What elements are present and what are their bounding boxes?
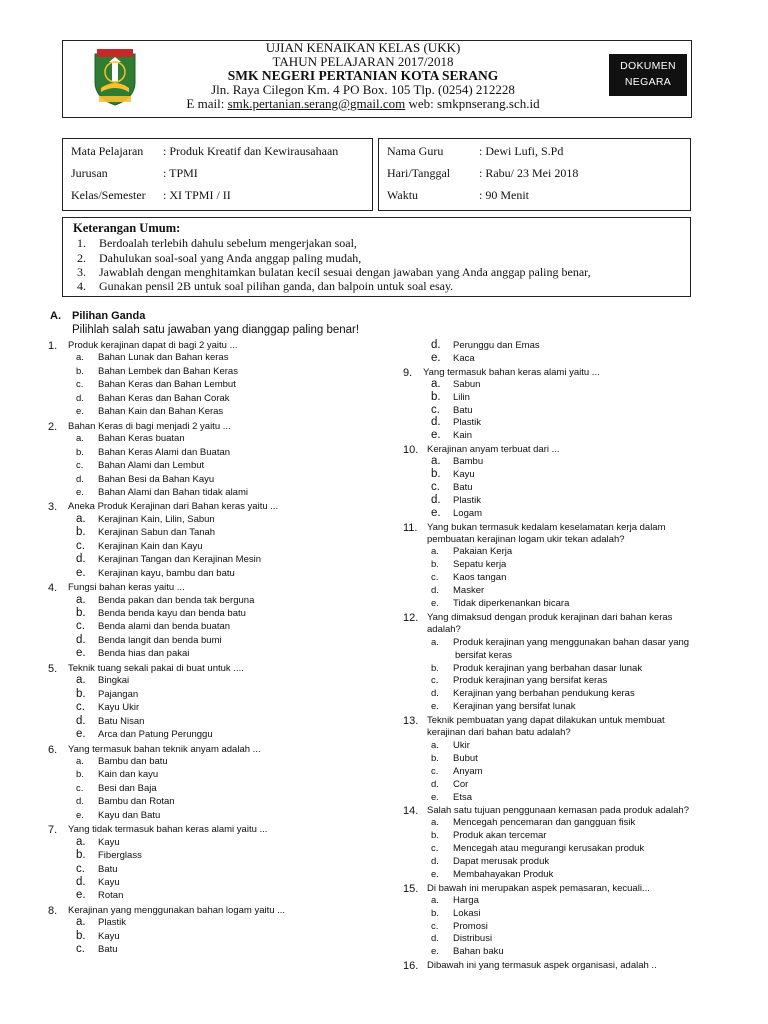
option-text: Bahan Keras dan Bahan Lembut bbox=[98, 379, 236, 391]
note-item bbox=[77, 279, 453, 294]
option-text: Batu bbox=[98, 944, 118, 956]
question-number: 13. bbox=[403, 715, 419, 728]
option-text: Sabun bbox=[453, 378, 481, 390]
question-number: 7. bbox=[48, 824, 58, 837]
option-text: Bahan Keras buatan bbox=[98, 433, 185, 445]
option-text: Benda pakan dan benda tak berguna bbox=[98, 594, 255, 606]
option-letter: a. bbox=[76, 512, 86, 525]
option-text: Fiberglass bbox=[98, 850, 142, 862]
option-letter: e. bbox=[431, 429, 441, 442]
question-text: Yang dimaksud dengan produk kerajinan dari bahan keras bbox=[427, 611, 673, 623]
option-letter: d. bbox=[431, 688, 439, 700]
option-letter: d. bbox=[76, 796, 84, 808]
option-text: Produk kerajinan yang berbahan dasar lunak bbox=[453, 662, 643, 674]
option-text: Ukir bbox=[453, 739, 470, 751]
option-letter: b. bbox=[431, 752, 439, 764]
option-letter: c. bbox=[76, 782, 84, 794]
general-notes-box bbox=[62, 217, 691, 297]
option-text: Kerajinan Sabun dan Tanah bbox=[98, 527, 216, 539]
option-letter: a. bbox=[76, 433, 84, 445]
info-label: Hari/Tanggal bbox=[387, 166, 451, 180]
option-letter: e. bbox=[76, 728, 86, 741]
option-letter: e. bbox=[76, 809, 84, 821]
option-letter: a. bbox=[76, 916, 86, 929]
option-letter: b. bbox=[431, 830, 439, 842]
option-text: Batu bbox=[98, 863, 118, 875]
option-text: Membahayakan Produk bbox=[453, 868, 554, 880]
option-letter: b. bbox=[76, 929, 86, 942]
note-number: 1. bbox=[77, 236, 86, 250]
option-text: Produk akan tercemar bbox=[453, 830, 547, 842]
option-text: Distribusi bbox=[453, 933, 493, 945]
info-value: : Produk Kreatif dan Kewirausahaan bbox=[163, 144, 339, 158]
option-letter: c. bbox=[431, 765, 439, 777]
question-text: Yang termasuk bahan keras alami yaitu ... bbox=[423, 366, 600, 378]
option-letter: b. bbox=[76, 446, 84, 458]
note-text: Berdoalah terlebih dahulu sebelum mengerjakan soal, bbox=[99, 236, 357, 250]
option-letter: c. bbox=[431, 480, 440, 493]
option-letter: c. bbox=[76, 701, 85, 714]
option-letter: a. bbox=[431, 739, 439, 751]
option-letter: d. bbox=[76, 714, 86, 727]
option-text: Pakaian Kerja bbox=[453, 546, 513, 558]
option-letter: a. bbox=[76, 674, 86, 687]
option-letter: d. bbox=[76, 553, 86, 566]
option-text: Bahan baku bbox=[453, 946, 504, 958]
option-letter: c. bbox=[431, 843, 439, 855]
option-letter: a. bbox=[431, 636, 439, 648]
email-link[interactable]: smk.pertanian.serang@gmail.com bbox=[227, 96, 406, 111]
option-text: Benda hias dan pakai bbox=[98, 648, 190, 660]
question-number: 4. bbox=[48, 582, 58, 595]
note-text: Gunakan pensil 2B untuk soal pilihan ganda, dan balpoin untuk soal esay. bbox=[99, 279, 454, 293]
questions-right-column bbox=[403, 340, 733, 980]
option-text: Bahan Keras dan Bahan Corak bbox=[98, 392, 230, 404]
option-text: Arca dan Patung Perunggu bbox=[98, 729, 213, 741]
badge-line-1: DOKUMEN bbox=[620, 60, 676, 72]
question-text: Produk kerajinan dapat di bagi 2 yaitu ... bbox=[68, 340, 238, 351]
state-document-badge bbox=[609, 54, 687, 96]
info-label: Nama Guru bbox=[387, 144, 444, 158]
option-text: Kayu bbox=[98, 836, 120, 848]
option-text: Kayu bbox=[98, 877, 120, 888]
teacher-info-box bbox=[378, 138, 691, 211]
option-text: Perunggu dan Emas bbox=[453, 340, 540, 351]
option-text: Besi dan Baja bbox=[98, 782, 157, 794]
school-name: SMK NEGERI PERTANIAN KOTA SERANG bbox=[227, 68, 499, 83]
option-text: Produk kerajinan yang menggunakan bahan dasar yang bbox=[453, 636, 690, 648]
email-label: E mail: bbox=[186, 96, 228, 111]
question-number: 14. bbox=[403, 805, 419, 818]
question-text: Salah satu tujuan penggunaan kemasan pada produk adalah? bbox=[427, 805, 689, 817]
info-label: Waktu bbox=[387, 188, 419, 202]
question-number: 11. bbox=[403, 521, 418, 534]
option-text: Bahan Alami dan Lembut bbox=[98, 460, 205, 472]
note-number: 4. bbox=[77, 279, 86, 293]
option-letter: d. bbox=[76, 473, 84, 485]
note-number: 2. bbox=[77, 251, 86, 265]
option-text: Batu bbox=[453, 481, 473, 493]
option-text: Bambu dan Rotan bbox=[98, 796, 175, 808]
info-label: Mata Pelajaran bbox=[71, 144, 144, 158]
option-letter: e. bbox=[431, 868, 439, 880]
info-label: Kelas/Semester bbox=[71, 188, 146, 202]
option-letter: e. bbox=[76, 566, 86, 579]
question-number: 10. bbox=[403, 444, 419, 457]
option-text: Pajangan bbox=[98, 688, 139, 700]
option-letter: b. bbox=[76, 687, 86, 700]
option-text: Kerajinan kayu, bambu dan batu bbox=[98, 567, 235, 579]
question-text: Teknik pembuatan yang dapat dilakukan untuk membuat bbox=[427, 715, 665, 727]
note-text: Dahulukan soal-soal yang Anda anggap paling mudah, bbox=[99, 251, 362, 265]
option-letter: b. bbox=[76, 607, 86, 619]
option-text: Bahan Lunak dan Bahan keras bbox=[98, 352, 229, 364]
option-text: Cor bbox=[453, 778, 469, 790]
option-text: Kayu bbox=[453, 469, 475, 480]
option-letter: d. bbox=[431, 416, 441, 429]
option-text: Kerajinan yang berbahan pendukung keras bbox=[453, 688, 635, 700]
option-letter: a. bbox=[76, 593, 86, 606]
option-text: Mencegah pencemaran dan gangguan fisik bbox=[453, 817, 636, 829]
option-letter: a. bbox=[431, 377, 441, 390]
question-text-continued: pembuatan kerajinan logam ukir tekan adalah? bbox=[427, 533, 625, 545]
question-number: 9. bbox=[403, 366, 413, 379]
questions-left-column bbox=[48, 339, 368, 979]
exam-title: UJIAN KENAIKAN KELAS (UKK) bbox=[265, 40, 461, 55]
option-letter: e. bbox=[76, 889, 86, 902]
option-text: Mencegah atau megurangi kerusakan produk bbox=[453, 843, 645, 855]
option-text: Anyam bbox=[453, 765, 483, 777]
option-text: Dapat merusak produk bbox=[453, 856, 550, 867]
option-letter: e. bbox=[431, 351, 441, 364]
section-heading bbox=[50, 310, 145, 322]
info-value: : XI TPMI / II bbox=[163, 188, 231, 202]
option-text: Kayu bbox=[98, 930, 120, 942]
option-text: Masker bbox=[453, 585, 485, 597]
option-letter: c. bbox=[76, 539, 85, 552]
banten-logo-icon bbox=[93, 48, 137, 106]
option-letter: b. bbox=[431, 559, 439, 571]
question-text: Kerajinan yang menggunakan bahan logam yaitu ... bbox=[68, 904, 286, 916]
question-number: 6. bbox=[48, 743, 58, 756]
question-number: 16. bbox=[403, 960, 419, 973]
option-text: Kerajinan yang bersifat lunak bbox=[453, 701, 576, 713]
option-text: Bambu bbox=[453, 456, 484, 468]
option-letter: b. bbox=[76, 849, 86, 862]
option-text: Lokasi bbox=[453, 907, 481, 919]
option-letter: c. bbox=[431, 920, 439, 932]
option-text: Bingkai bbox=[98, 675, 130, 687]
section-title: Pilihan Ganda bbox=[72, 310, 146, 322]
option-letter: d. bbox=[76, 392, 84, 404]
option-text: Bahan Keras Alami dan Buatan bbox=[98, 446, 231, 458]
option-text: Kerajinan Kain dan Kayu bbox=[98, 540, 203, 552]
option-text: Tidak diperkenankan bicara bbox=[453, 598, 570, 609]
option-letter: b. bbox=[431, 662, 439, 674]
question-text: Bahan Keras di bagi menjadi 2 yaitu ... bbox=[68, 420, 231, 432]
option-letter: a. bbox=[431, 455, 441, 468]
academic-year: TAHUN PELAJARAN 2017/2018 bbox=[272, 54, 454, 69]
option-letter: d. bbox=[76, 633, 86, 646]
option-text: Plastik bbox=[98, 917, 126, 929]
question-text: Yang bukan termasuk kedalam keselamatan kerja dalam bbox=[427, 521, 666, 533]
option-text: Kayu Ukir bbox=[98, 702, 140, 714]
option-text: Kain dan kayu bbox=[98, 769, 159, 781]
question-text: Teknik tuang sekali pakai di buat untuk .... bbox=[68, 662, 244, 674]
option-text: Logam bbox=[453, 507, 483, 519]
note-item bbox=[77, 236, 357, 251]
info-value: : TPMI bbox=[163, 166, 198, 180]
option-text: Kaos tangan bbox=[453, 572, 507, 584]
option-letter: c. bbox=[431, 675, 439, 687]
option-letter: d. bbox=[431, 856, 439, 867]
question-number: 5. bbox=[48, 662, 58, 675]
option-letter: b. bbox=[76, 526, 86, 539]
option-letter: c. bbox=[431, 403, 440, 416]
option-text: Promosi bbox=[453, 920, 488, 932]
option-text: Sepatu kerja bbox=[453, 559, 507, 571]
question-text: Fungsi bahan keras yaitu ... bbox=[68, 582, 185, 594]
option-letter: c. bbox=[76, 460, 84, 472]
option-text: Kain bbox=[453, 430, 473, 442]
note-text: Jawablah dengan menghitamkan bulatan kecil sesuai dengan jawaban yang Anda anggap paling benar, bbox=[99, 265, 591, 279]
question-text: Di bawah ini merupakan aspek pemasaran, kecuali... bbox=[427, 882, 650, 894]
info-value: : Dewi Lufi, S.Pd bbox=[479, 144, 564, 158]
exam-header bbox=[62, 40, 692, 118]
option-text: Kaca bbox=[453, 352, 475, 364]
option-letter: c. bbox=[76, 943, 85, 956]
option-letter: d. bbox=[431, 339, 441, 351]
option-letter: b. bbox=[431, 907, 439, 919]
option-text: Kayu dan Batu bbox=[98, 809, 161, 821]
option-letter: d. bbox=[76, 876, 86, 888]
option-letter: b. bbox=[431, 468, 441, 480]
question-number: 3. bbox=[48, 501, 58, 514]
school-address: Jln. Raya Cilegon Km. 4 PO Box. 105 Tlp. (0254) 212228 bbox=[211, 82, 515, 97]
option-letter: e. bbox=[431, 701, 439, 713]
option-letter: c. bbox=[76, 862, 85, 875]
badge-line-2: NEGARA bbox=[624, 76, 672, 88]
info-value: : Rabu/ 23 Mei 2018 bbox=[479, 166, 579, 180]
option-letter: e. bbox=[431, 791, 439, 803]
option-text: Benda benda kayu dan benda batu bbox=[98, 608, 246, 619]
question-text: Aneka Produk Kerajinan dari Bahan keras yaitu ... bbox=[68, 501, 279, 513]
question-number: 2. bbox=[48, 420, 58, 433]
question-text-continued: adalah? bbox=[427, 623, 461, 635]
question-number: 15. bbox=[403, 882, 419, 895]
option-letter: e. bbox=[76, 647, 86, 660]
note-item bbox=[77, 251, 361, 266]
option-letter: c. bbox=[431, 572, 439, 584]
subject-info-box bbox=[62, 138, 373, 211]
option-text: Produk kerajinan yang bersifat keras bbox=[453, 675, 608, 687]
option-text: Kerajinan Kain, Lilin, Sabun bbox=[98, 513, 215, 525]
notes-title: Keterangan Umum: bbox=[73, 221, 181, 235]
option-text: Benda alami dan benda buatan bbox=[98, 621, 231, 633]
option-letter: d. bbox=[431, 493, 441, 506]
note-number: 3. bbox=[77, 265, 86, 279]
option-letter: a. bbox=[76, 755, 84, 767]
question-text-continued: kerajinan dari bahan batu adalah? bbox=[427, 727, 571, 738]
option-letter: e. bbox=[431, 598, 439, 609]
option-text: Harga bbox=[453, 894, 479, 906]
option-text: Bahan Alami dan Bahan tidak alami bbox=[98, 486, 248, 498]
option-letter: a. bbox=[431, 894, 439, 906]
option-letter: e. bbox=[76, 406, 84, 418]
answer-option-continued: bersifat keras bbox=[455, 649, 513, 661]
option-letter: a. bbox=[76, 835, 86, 848]
option-text: Plastik bbox=[453, 417, 481, 429]
option-text: Bahan Kain dan Bahan Keras bbox=[98, 406, 224, 418]
option-letter: a. bbox=[76, 352, 84, 364]
option-text: Bubut bbox=[453, 752, 478, 764]
contact-line bbox=[153, 97, 573, 111]
option-text: Lilin bbox=[453, 391, 470, 403]
option-letter: e. bbox=[431, 506, 441, 519]
option-text: Bambu dan batu bbox=[98, 755, 168, 767]
option-text: Batu Nisan bbox=[98, 715, 145, 727]
option-letter: d. bbox=[431, 778, 439, 790]
option-letter: b. bbox=[76, 769, 84, 781]
option-text: Kerajinan Tangan dan Kerajinan Mesin bbox=[98, 554, 262, 566]
option-text: Plastik bbox=[453, 494, 481, 506]
option-text: Etsa bbox=[453, 791, 473, 803]
question-number: 8. bbox=[48, 904, 58, 917]
option-text: Bahan Lembek dan Bahan Keras bbox=[98, 365, 238, 377]
option-text: Rotan bbox=[98, 890, 124, 902]
section-instruction: Pilihlah salah satu jawaban yang dianggap paling benar! bbox=[72, 324, 360, 336]
option-text: Bahan Besi da Bahan Kayu bbox=[98, 473, 215, 485]
option-letter: a. bbox=[431, 546, 439, 558]
question-text: Yang termasuk bahan teknik anyam adalah ... bbox=[68, 743, 261, 755]
info-value: : 90 Menit bbox=[479, 188, 529, 202]
web-text: web: smkpnserang.sch.id bbox=[405, 96, 540, 111]
section-letter: A. bbox=[50, 310, 61, 322]
option-letter: c. bbox=[76, 620, 85, 633]
option-letter: b. bbox=[431, 390, 441, 403]
question-number: 12. bbox=[403, 611, 419, 624]
option-letter: c. bbox=[76, 379, 84, 391]
info-label: Jurusan bbox=[71, 166, 108, 180]
note-item bbox=[77, 265, 591, 280]
option-text: Benda langit dan benda bumi bbox=[98, 634, 222, 646]
option-letter: d. bbox=[431, 933, 439, 945]
question-text: Kerajinan anyam terbuat dari ... bbox=[427, 444, 560, 456]
option-text: Batu bbox=[453, 404, 473, 416]
option-letter: e. bbox=[431, 946, 439, 958]
question-number: 1. bbox=[48, 340, 58, 352]
option-letter: b. bbox=[76, 365, 84, 377]
question-text: Dibawah ini yang termasuk aspek organisasi, adalah .. bbox=[427, 960, 657, 972]
question-text: Yang tidak termasuk bahan keras alami yaitu ... bbox=[68, 824, 268, 836]
option-letter: d. bbox=[431, 585, 439, 597]
option-letter: a. bbox=[431, 817, 439, 829]
option-letter: e. bbox=[76, 486, 84, 498]
